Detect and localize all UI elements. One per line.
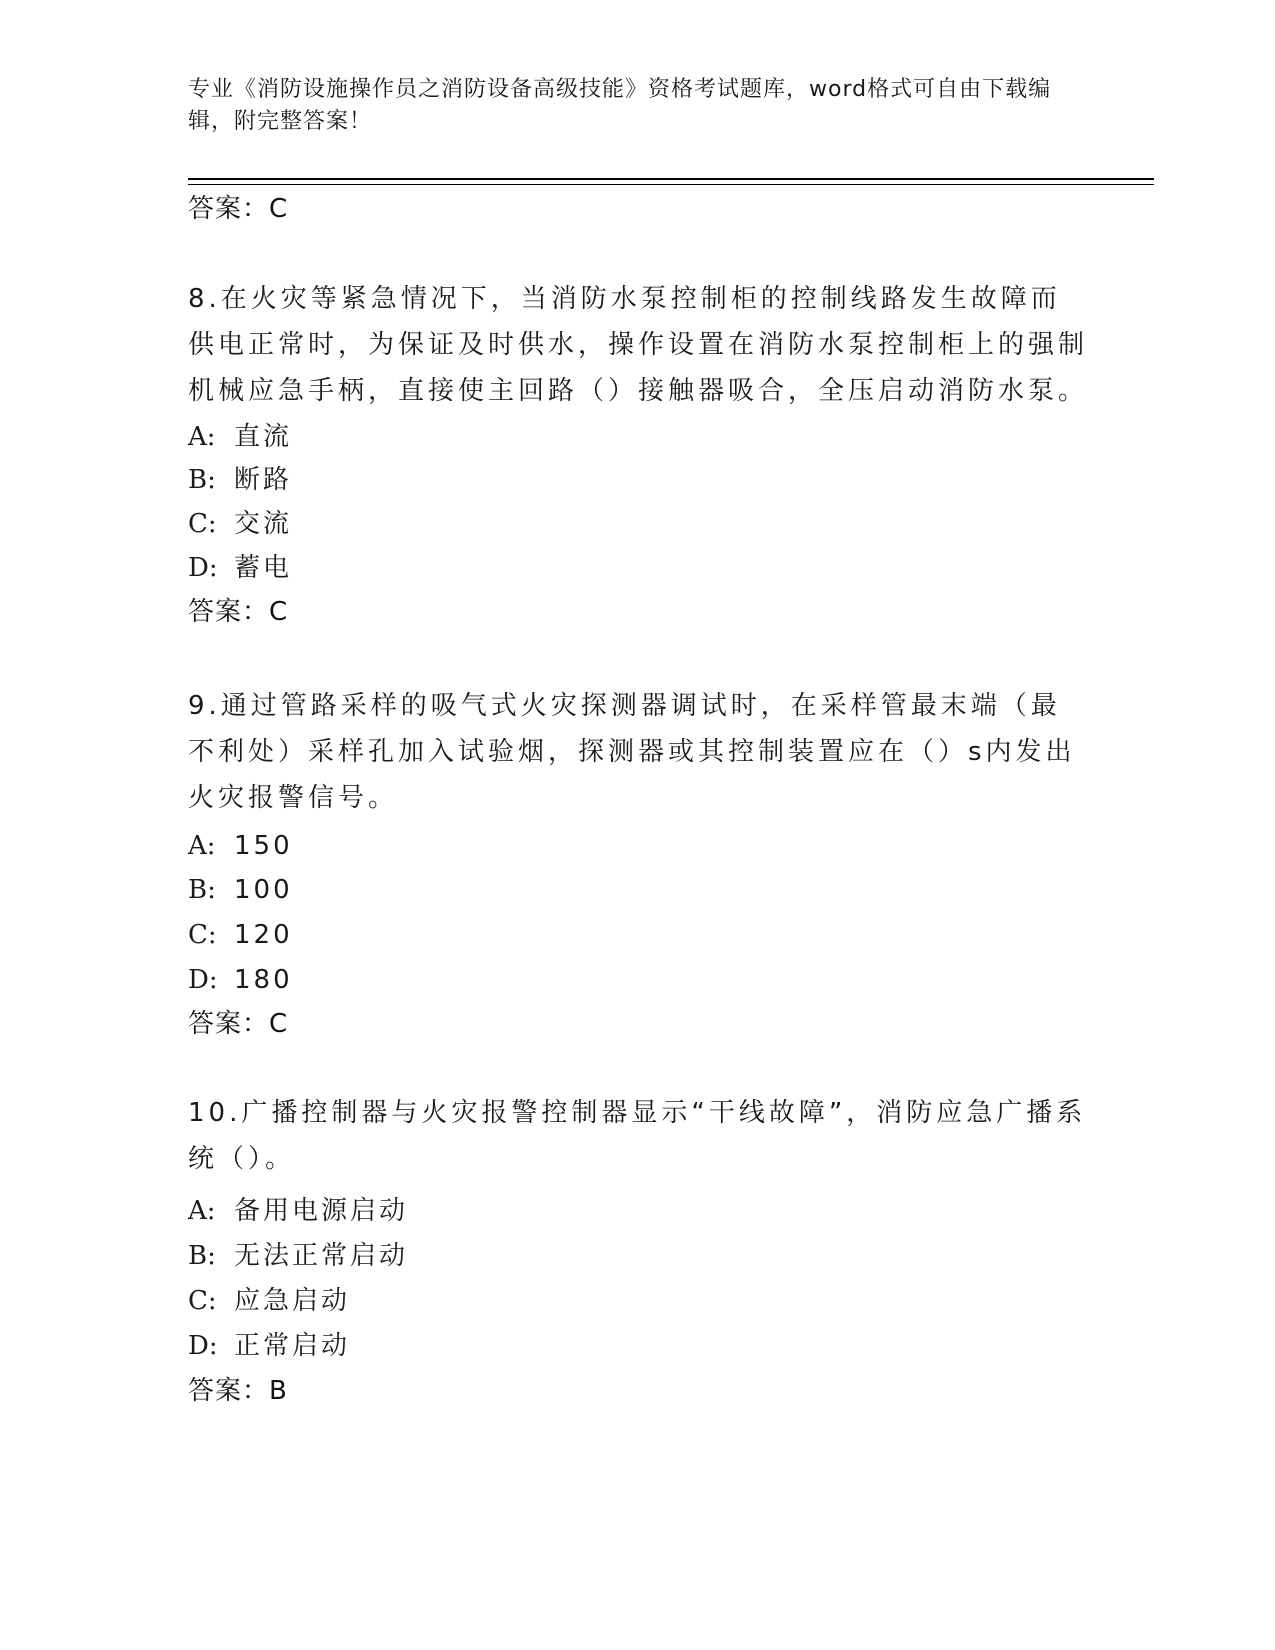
- question-10-option-c: [188, 1284, 350, 1318]
- option-letter: A:: [188, 422, 216, 452]
- question-9-option-a: [188, 829, 293, 863]
- option-text: 180: [234, 965, 293, 995]
- question-9-stem: 9.通过管路采样的吸气式火灾探测器调试时，在采样管最末端（最不利处）采样孔加入试验烟，探测器或其控制装置应在（）s内发出火灾报警信号。: [188, 691, 1076, 813]
- option-text: 正常启动: [234, 1331, 351, 1361]
- question-10-option-b: [188, 1239, 408, 1273]
- option-text: 交流: [234, 509, 293, 539]
- option-text: 备用电源启动: [234, 1196, 409, 1226]
- option-text: 应急启动: [234, 1286, 351, 1316]
- option-letter: C:: [188, 509, 217, 539]
- question-9-option-d: [188, 963, 293, 997]
- option-text: 直流: [234, 422, 293, 452]
- question-8-option-d: [188, 551, 292, 585]
- option-letter: A:: [188, 831, 216, 861]
- option-text: 蓄电: [234, 553, 293, 583]
- question-9-option-b: [188, 873, 293, 907]
- option-text: 断路: [234, 465, 293, 495]
- option-letter: C:: [188, 1286, 217, 1316]
- option-text: 120: [234, 920, 293, 950]
- option-letter: B:: [188, 465, 216, 495]
- answer-previous: 答案：C: [188, 194, 289, 224]
- header-rule-thin: [188, 184, 1154, 185]
- question-10-option-d: [188, 1329, 350, 1363]
- question-10-stem: 10.广播控制器与火灾报警控制器显示“干线故障”，消防应急广播系统（）。: [188, 1098, 1087, 1174]
- option-text: 无法正常启动: [234, 1241, 409, 1271]
- option-text: 100: [234, 875, 293, 905]
- header-rule-thick: [188, 178, 1154, 180]
- question-8-option-a: [188, 420, 292, 454]
- option-letter: A:: [188, 1196, 216, 1226]
- question-8-option-c: [188, 507, 292, 541]
- question-8-stem: 8.在火灾等紧急情况下，当消防水泵控制柜的控制线路发生故障而供电正常时，为保证及时供水，操作设置在消防水泵控制柜上的强制机械应急手柄，直接使主回路（）接触器吸合，全压启动消防水泵。: [188, 284, 1089, 406]
- option-letter: D:: [188, 1331, 218, 1361]
- option-letter: B:: [188, 875, 216, 905]
- question-8-option-b: [188, 463, 292, 497]
- question-10-answer: 答案：B: [188, 1376, 288, 1406]
- option-letter: B:: [188, 1241, 216, 1271]
- question-10-option-a: [188, 1194, 408, 1228]
- question-9-answer: 答案：C: [188, 1009, 289, 1039]
- option-letter: D:: [188, 553, 218, 583]
- option-text: 150: [234, 831, 293, 861]
- document-header: 专业《消防设施操作员之消防设备高级技能》资格考试题库，word格式可自由下载编辑，附完整答案！: [188, 77, 1052, 134]
- question-8-answer: 答案：C: [188, 597, 289, 627]
- option-letter: C:: [188, 920, 217, 950]
- option-letter: D:: [188, 965, 218, 995]
- question-9-option-c: [188, 918, 293, 952]
